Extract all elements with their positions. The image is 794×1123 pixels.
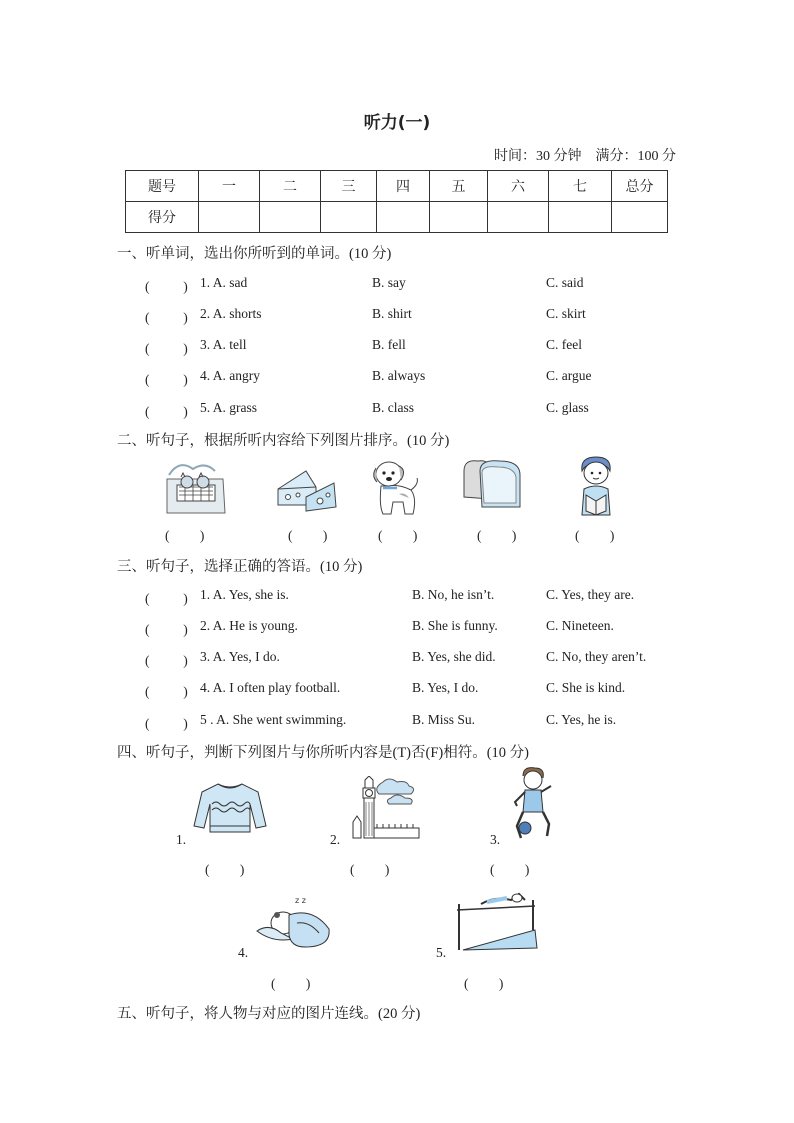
option-b: B. No, he isn’t. — [412, 587, 495, 602]
option-b: B. always — [372, 368, 426, 383]
boy-reading-image — [574, 455, 618, 517]
answer-blank[interactable]: ( ) — [490, 862, 530, 877]
answer-blank[interactable]: ( ) — [145, 279, 188, 294]
option-a: 5. A. grass — [200, 400, 257, 415]
option-c: C. said — [546, 275, 584, 290]
answer-blank[interactable]: ( ) — [145, 622, 188, 637]
answer-blank[interactable]: ( ) — [145, 653, 188, 668]
option-a: 4. A. I often play football. — [200, 680, 341, 695]
score-cell[interactable] — [612, 202, 668, 233]
score-cell[interactable] — [377, 202, 430, 233]
cheese-image — [276, 463, 338, 513]
option-c: C. feel — [546, 337, 582, 352]
section4-heading: 四、听句子，判断下列图片与你所听内容是(T)否(F)相符。(10 分) — [117, 745, 530, 761]
exam-meta: 时间：30 分钟 满分：100 分 — [494, 149, 676, 164]
answer-blank[interactable]: ( ) — [145, 591, 188, 606]
item-number: 2. — [330, 832, 341, 847]
answer-blank[interactable]: ( ) — [205, 862, 245, 877]
option-a: 2. A. He is young. — [200, 618, 298, 633]
option-c: C. glass — [546, 400, 589, 415]
boy-basketball-image — [509, 766, 561, 844]
answer-blank[interactable]: ( ) — [271, 976, 311, 991]
section2-heading: 二、听句子，根据所听内容给下列图片排序。(10 分) — [117, 433, 450, 449]
sleeping-baby-image — [253, 893, 333, 951]
answer-blank[interactable]: ( ) — [477, 528, 517, 543]
big-ben-image — [349, 776, 421, 840]
option-b: B. class — [372, 400, 414, 415]
answer-blank[interactable]: ( ) — [288, 528, 328, 543]
score-table-header-row — [126, 171, 668, 202]
score-cell[interactable] — [549, 202, 612, 233]
option-a: 3. A. tell — [200, 337, 247, 352]
sweater-image — [192, 782, 268, 834]
section3-heading: 三、听句子，选择正确的答语。(10 分) — [117, 559, 363, 575]
table-cell: 题号 — [126, 171, 199, 202]
answer-blank[interactable]: ( ) — [165, 528, 205, 543]
dog-image — [369, 458, 421, 518]
answer-blank[interactable]: ( ) — [145, 684, 188, 699]
high-jump-image — [455, 890, 539, 952]
score-table — [125, 170, 668, 233]
bread-image — [460, 457, 526, 513]
option-a: 2. A. shorts — [200, 306, 262, 321]
answer-blank[interactable]: ( ) — [378, 528, 418, 543]
option-c: C. She is kind. — [546, 680, 626, 695]
option-b: B. say — [372, 275, 406, 290]
score-table-score-row — [126, 202, 668, 233]
option-a: 4. A. angry — [200, 368, 260, 383]
option-a: 5 . A. She went swimming. — [200, 712, 347, 727]
table-cell: 总分 — [612, 171, 668, 202]
table-cell: 五 — [430, 171, 488, 202]
answer-blank[interactable]: ( ) — [350, 862, 390, 877]
answer-blank[interactable]: ( ) — [145, 372, 188, 387]
section5-heading: 五、听句子，将人物与对应的图片连线。(20 分) — [117, 1006, 421, 1022]
score-cell[interactable] — [199, 202, 260, 233]
item-number: 4. — [238, 945, 249, 960]
section1-heading: 一、听单词，选出你所听到的单词。(10 分) — [117, 246, 392, 262]
table-cell: 得分 — [126, 202, 199, 233]
option-a: 3. A. Yes, I do. — [200, 649, 280, 664]
answer-blank[interactable]: ( ) — [145, 404, 188, 419]
option-a: 1. A. Yes, she is. — [200, 587, 289, 602]
table-cell: 七 — [549, 171, 612, 202]
option-b: B. shirt — [372, 306, 412, 321]
option-b: B. Miss Su. — [412, 712, 476, 727]
table-cell: 三 — [321, 171, 377, 202]
answer-blank[interactable]: ( ) — [145, 341, 188, 356]
score-cell[interactable] — [488, 202, 549, 233]
table-cell: 二 — [260, 171, 321, 202]
option-a: 1. A. sad — [200, 275, 248, 290]
option-b: B. She is funny. — [412, 618, 498, 633]
option-c: C. skirt — [546, 306, 586, 321]
score-cell[interactable] — [430, 202, 488, 233]
option-b: B. fell — [372, 337, 406, 352]
table-cell: 四 — [377, 171, 430, 202]
score-cell[interactable] — [321, 202, 377, 233]
option-c: C. Nineteen. — [546, 618, 614, 633]
answer-blank[interactable]: ( ) — [464, 976, 504, 991]
table-cell: 一 — [199, 171, 260, 202]
option-c: C. argue — [546, 368, 592, 383]
table-cell: 六 — [488, 171, 549, 202]
option-b: B. Yes, I do. — [412, 680, 479, 695]
item-number: 5. — [436, 945, 447, 960]
item-number: 3. — [490, 832, 501, 847]
answer-blank[interactable]: ( ) — [145, 310, 188, 325]
answer-blank[interactable]: ( ) — [145, 716, 188, 731]
option-c: C. Yes, he is. — [546, 712, 617, 727]
option-b: B. Yes, she did. — [412, 649, 496, 664]
score-cell[interactable] — [260, 202, 321, 233]
page-title: 听力(一) — [363, 113, 431, 133]
answer-blank[interactable]: ( ) — [575, 528, 615, 543]
option-c: C. Yes, they are. — [546, 587, 635, 602]
item-number: 1. — [176, 832, 187, 847]
kitten-basket-image — [165, 455, 227, 515]
option-c: C. No, they aren’t. — [546, 649, 647, 664]
svg-text:z z: z z — [295, 896, 306, 905]
